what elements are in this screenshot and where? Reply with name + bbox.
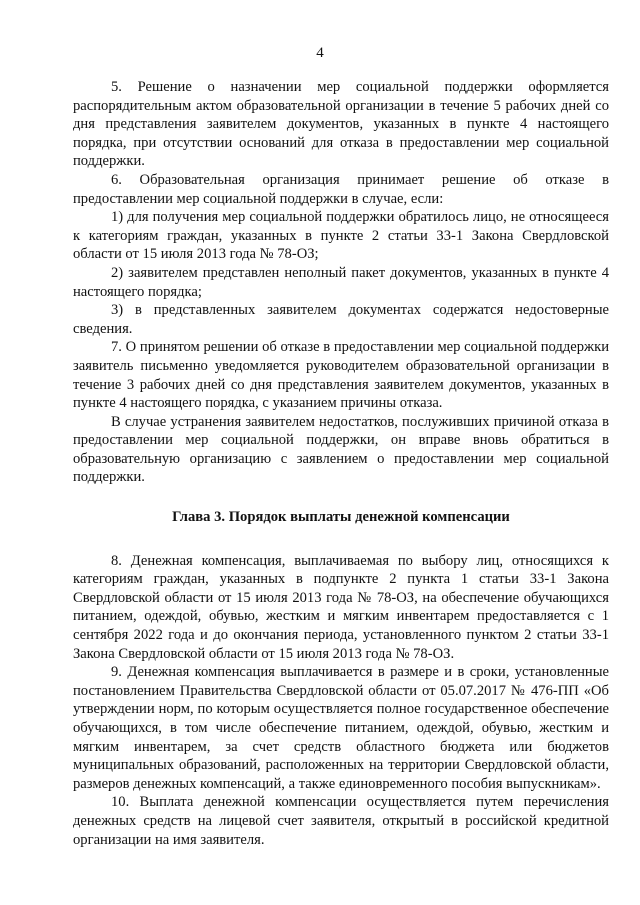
subitem-6-1: 1) для получения мер социальной поддержки обратилось лицо, не относящееся к категориям граждан, указанных в пункте 2 статьи 33-1 Закона Свердловской области от 15 июля 2013 года № 78-ОЗ; bbox=[73, 209, 609, 263]
document-body bbox=[73, 78, 609, 849]
page-number: 4 bbox=[316, 45, 324, 61]
paragraph-item-7-continued: В случае устранения заявителем недостатков, послуживших причиной отказа в предоставлении мер социальной поддержки, он вправе вновь обратиться в образовательную организацию с заявлением о предоставлении мер социальной поддержки. bbox=[73, 413, 609, 486]
subitem-6-3: 3) в представленных заявителем документах содержатся недостоверные сведения. bbox=[73, 302, 609, 337]
paragraph-item-8: 8. Денежная компенсация, выплачиваемая по выбору лиц, относящихся к категориям граждан, указанных в подпункте 2 пункта 1 статьи 33-1 Закона Свердловской области от 15 июля 2013 года № 78-ОЗ, на обеспечение обучающихся питанием, одеждой, обувью, жестким и мягким инвентарем предоставляется с 1 сентября 2022 года и до окончания периода, установленного пунктом 2 статьи 33-1 Закона Свердловской области от 15 июля 2013 года № 78-ОЗ. bbox=[73, 552, 609, 662]
chapter-heading: Глава 3. Порядок выплаты денежной компенсации bbox=[172, 509, 510, 526]
paragraph-item-5: 5. Решение о назначении мер социальной поддержки оформляется распорядительным актом образовательной организации в течение 5 рабочих дней со дня представления заявителем документов, указанных в пункте 4 настоящего порядка, при отсутствии оснований для отказа в предоставлении мер социальной поддержки. bbox=[73, 79, 609, 170]
paragraph-item-6: 6. Образовательная организация принимает решение об отказе в предоставлении мер социальной поддержки в случае, если: bbox=[73, 171, 609, 207]
paragraph-item-10: 10. Выплата денежной компенсации осуществляется путем перечисления денежных средств на лицевой счет заявителя, открытый в российской кредитной организации на имя заявителя. bbox=[73, 794, 609, 848]
subitem-6-2: 2) заявителем представлен неполный пакет документов, указанных в пункте 4 настоящего порядка; bbox=[73, 264, 609, 300]
paragraph-item-7: 7. О принятом решении об отказе в предоставлении мер социальной поддержки заявитель письменно уведомляется руководителем образовательной организации в течение 3 рабочих дней со дня представления заявителем документов, указанных в пункте 4 настоящего порядка, с указанием причины отказа. bbox=[73, 339, 609, 412]
paragraph-item-9: 9. Денежная компенсация выплачивается в размере и в сроки, установленные постановлением Правительства Свердловской области от 05.07.2017 № 476-ПП «Об утверждении норм, по которым осуществляется полное государственное обеспечение обучающихся, в том числе обеспечение питанием, одеждой, обувью, жестким и мягким инвентарем, за счет средств областного бюджета или бюджетов муниципальных образований, расположенных на территории Свердловской области, размеров денежных компенсаций, а также единовременного пособия выпускникам». bbox=[73, 664, 609, 792]
